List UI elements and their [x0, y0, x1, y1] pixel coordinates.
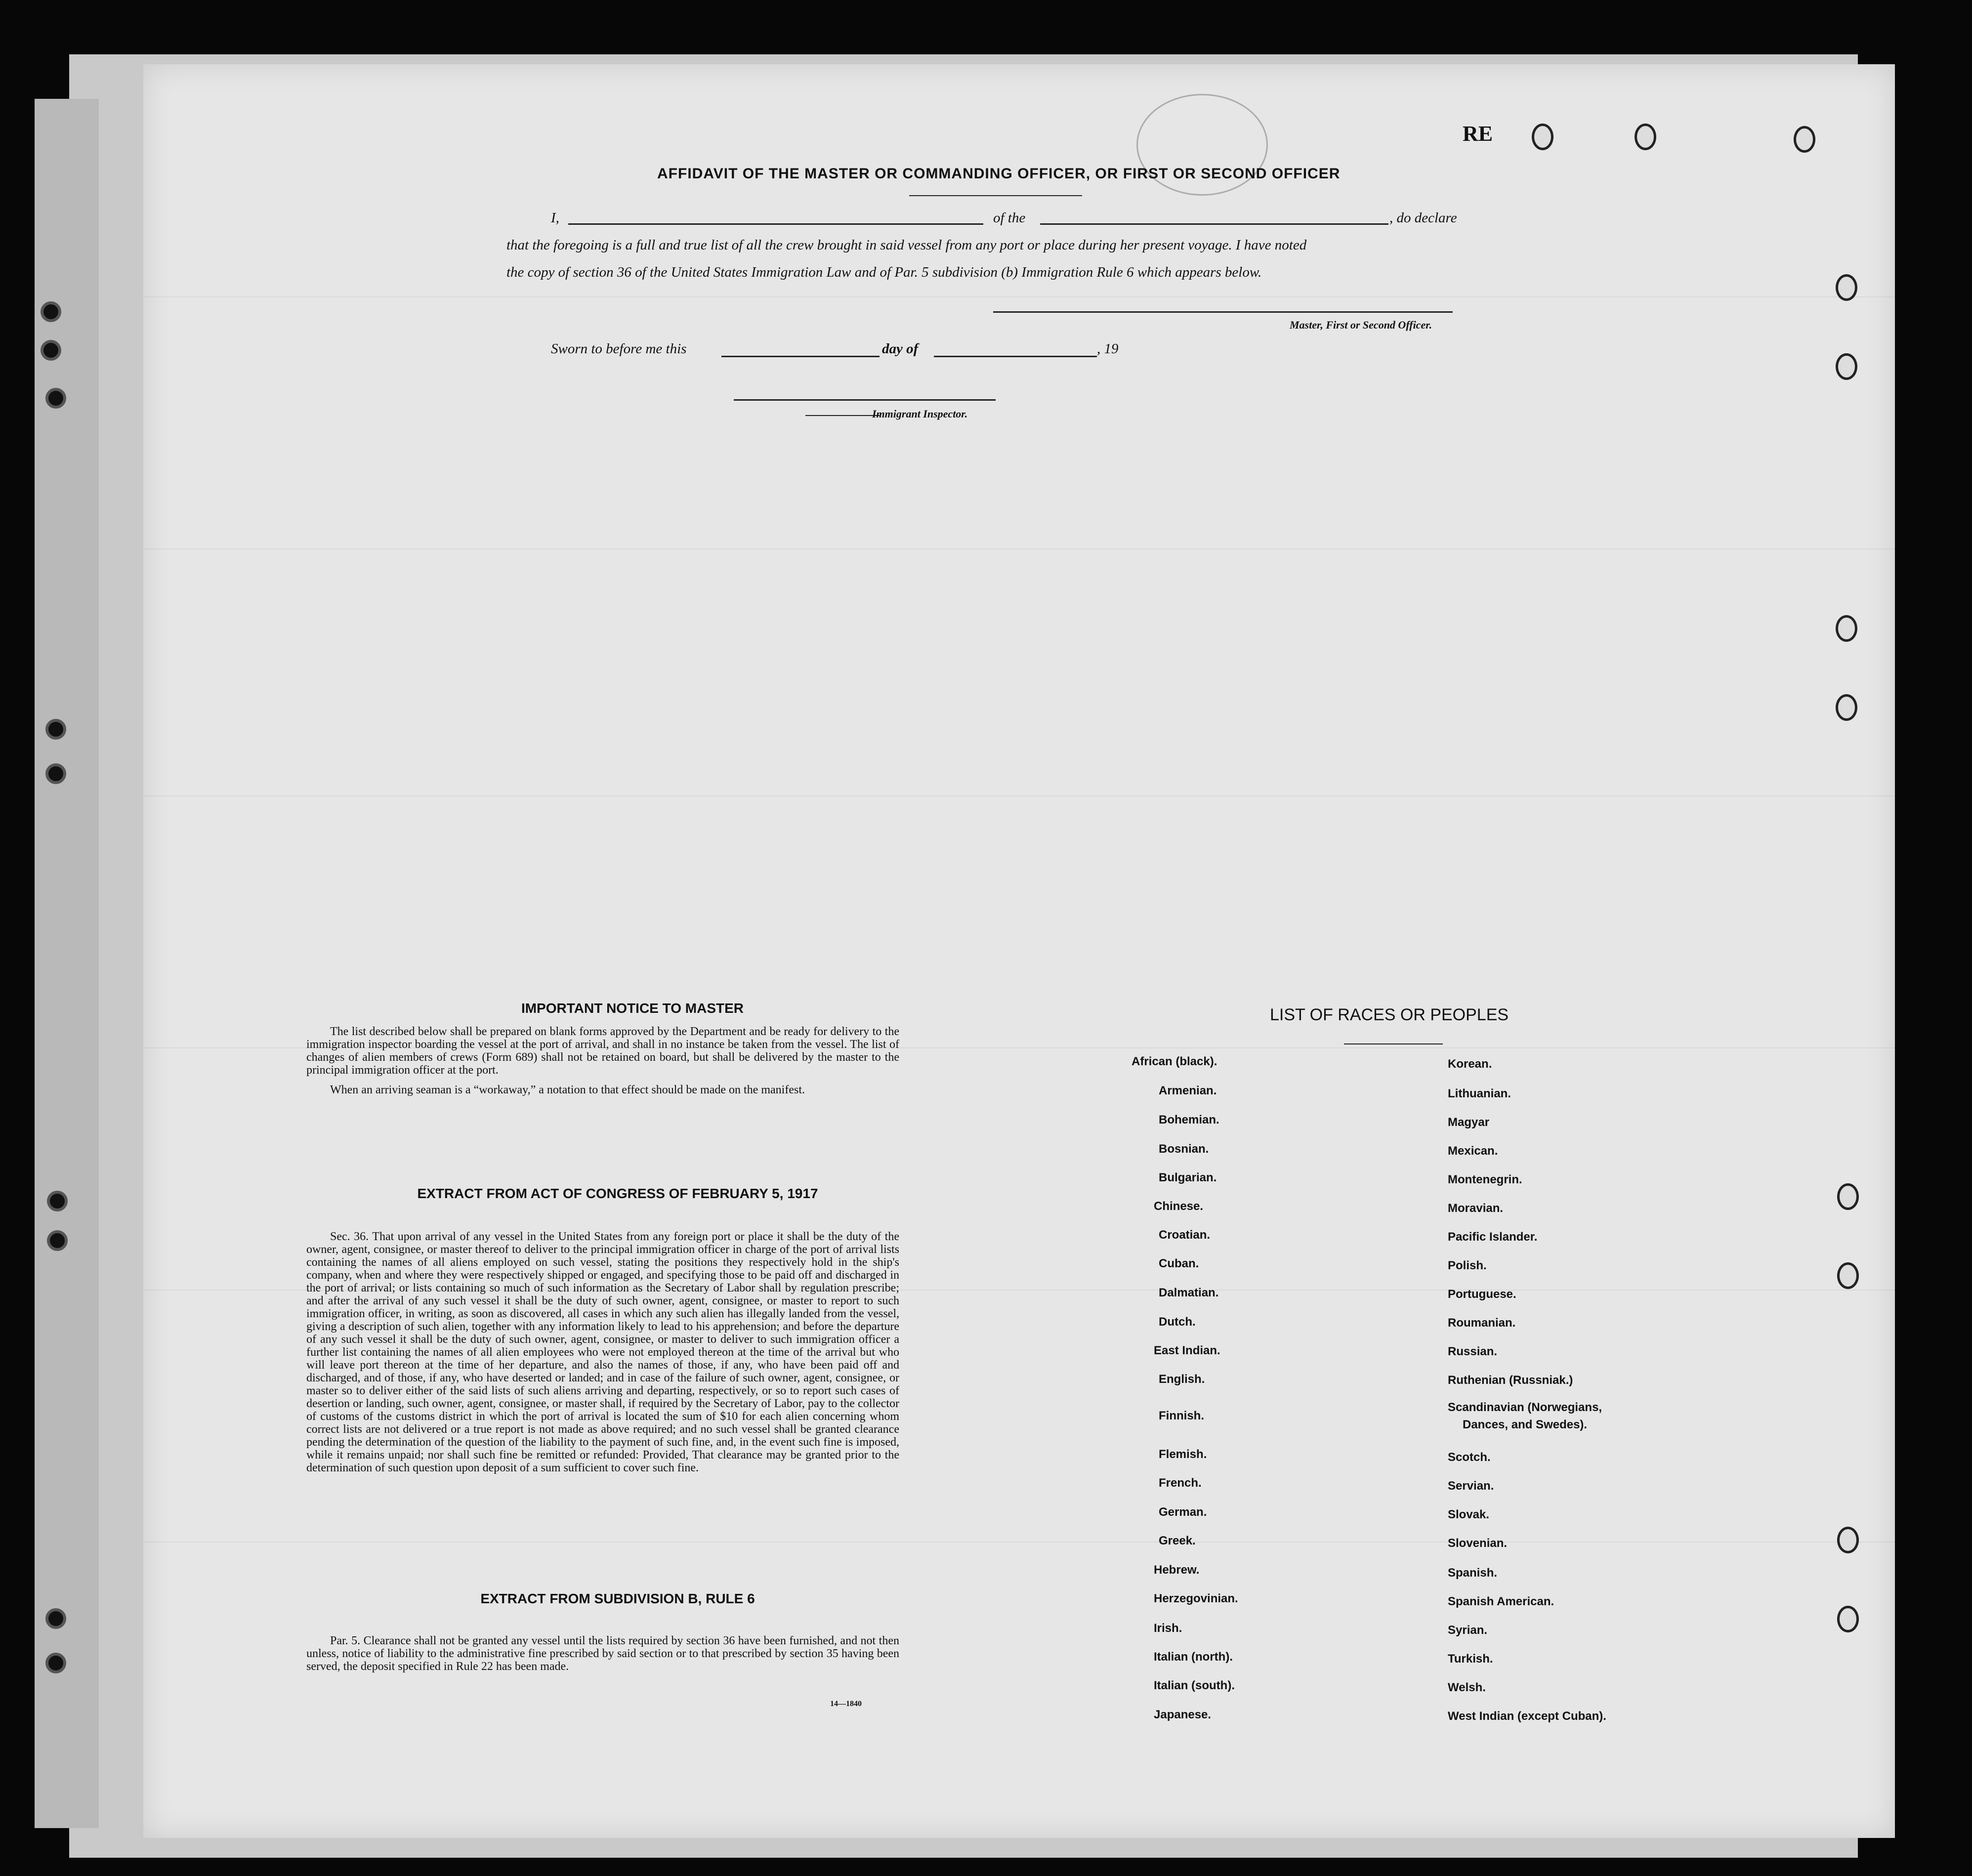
race-right-item: Russian.	[1448, 1345, 1498, 1358]
punch-hole-top-2	[1635, 124, 1656, 150]
race-right-item: Portuguese.	[1448, 1288, 1516, 1301]
race-right-item: Spanish American.	[1448, 1595, 1554, 1608]
rule-text: Par. 5. Clearance shall not be granted any vessel until the lists required by section 36 have been furnished, and not then unless, notice of liability to the administrative fine prescribed by said section or to that prescribed by section 35 having been served, the deposit specified in Rule 22 has been made.	[306, 1634, 899, 1673]
signature-line[interactable]	[993, 311, 1453, 313]
rule-title: EXTRACT FROM SUBDIVISION B, RULE 6	[480, 1591, 755, 1606]
race-left-item: Bosnian.	[1159, 1142, 1209, 1156]
punch-hole-right-6	[1837, 1262, 1859, 1289]
race-left-item: Dalmatian.	[1159, 1286, 1219, 1299]
race-left-item: Chinese.	[1154, 1200, 1204, 1213]
sworn-year: , 19	[1097, 341, 1119, 357]
race-right-item: Moravian.	[1448, 1202, 1504, 1215]
race-right-item: Welsh.	[1448, 1681, 1486, 1694]
punch-hole-right-3	[1836, 615, 1857, 642]
race-left-item: Hebrew.	[1154, 1563, 1200, 1577]
race-right-item: Korean.	[1448, 1057, 1492, 1071]
race-right-item: Syrian.	[1448, 1624, 1488, 1637]
form-page	[143, 64, 1895, 1838]
race-right-item: Slovenian.	[1448, 1537, 1508, 1550]
inspector-line[interactable]	[734, 399, 996, 401]
rule-body	[306, 1634, 899, 1673]
vessel-blank[interactable]	[1040, 223, 1388, 225]
race-right-item: Spanish.	[1448, 1566, 1498, 1580]
race-right-item: Dances, and Swedes).	[1463, 1418, 1588, 1431]
race-left-item: Armenian.	[1159, 1084, 1217, 1097]
notice-para-1: The list described below shall be prepared on blank forms approved by the Department and be ready for delivery to the immigration inspector boarding the vessel at the port of arrival, and shall in no instance be taken from the vessel. The list of changes of alien members of crews (Form 689) shall not be retained on board, but shall be delivered by the master to the principal immigration officer at the port.	[306, 1025, 899, 1077]
race-right-item: Slovak.	[1448, 1508, 1490, 1521]
punch-hole-top-1	[1532, 124, 1553, 150]
form-code: 14—1840	[830, 1700, 862, 1708]
race-right-item: Turkish.	[1448, 1652, 1493, 1666]
inspector-label: Immigrant Inspector.	[872, 408, 968, 420]
signature-label: Master, First or Second Officer.	[1290, 319, 1432, 331]
race-left-item: German.	[1159, 1505, 1207, 1519]
sworn-month-blank[interactable]	[934, 356, 1097, 357]
punch-hole-right-4	[1836, 694, 1857, 721]
punch-hole-right-7	[1837, 1527, 1859, 1553]
race-left-item: Finnish.	[1159, 1409, 1204, 1422]
race-left-item: Herzegovinian.	[1154, 1592, 1238, 1605]
sworn-prefix: Sworn to before me this	[551, 341, 687, 357]
act-text: Sec. 36. That upon arrival of any vessel in the United States from any foreign port or place it shall be the duty of the owner, agent, consignee, or master thereof to deliver to the principal immigration officer in charge of the port of arrival lists containing the names of all aliens employed on such vessel, stating the positions they respectively hold in the ship's company, when and where they were respectively shipped or engaged, and specifying those to be paid off and discharged in the port of arrival; or lists containing so much of such information as the Secretary of Labor shall by regulation prescribe; and after the arrival of any such vessel it shall be the duty of such owner, agent, consignee, or master to report to such immigration officer, in writing, as soon as discovered, all cases in which any such alien has illegally landed from the vessel, giving a description of such alien, together with any information likely to lead to his apprehension; and before the departure of any such vessel it shall be the duty of such owner, agent, consignee, or master to deliver to such immigration officer a further list containing the names of all alien employees who were not employed thereon at the time of the arrival but who will leave port thereon at the time of her departure, and also the names of those, if any, who have been paid off and discharged, and of those, if any, who have deserted or landed; and in case of the failure of such owner, agent, consignee, or master so to deliver either of the said lists of such aliens arriving and departing, respectively, or so to report such cases of desertion or landing, such owner, agent, consignee, or master shall, if required by the Secretary of Labor, pay to the collector of customs of the customs district in which the port of arrival is located the sum of $10 for each alien concerning whom correct lists are not delivered or a true report is not made as above required; and no such vessel shall be granted clearance pending the determination of the question of the liability to the payment of such fine, and, in the event such fine is imposed, while it remains unpaid; nor shall such fine be remitted or refunded: Provided, That clearance may be granted prior to the determination of such question upon deposit of a sum sufficient to cover such fine.	[306, 1230, 899, 1474]
race-left-item: Italian (south).	[1154, 1679, 1235, 1692]
race-left-item: Croatian.	[1159, 1228, 1211, 1242]
act-body	[306, 1230, 899, 1474]
sworn-day-blank[interactable]	[721, 356, 880, 357]
binder-hole-9	[45, 1653, 66, 1673]
affidavit-i: I,	[551, 210, 559, 226]
race-left-item: English.	[1159, 1373, 1205, 1386]
corner-mark: RE	[1463, 122, 1493, 146]
affidavit-line2: that the foregoing is a full and true list of all the crew brought in said vessel from any port or place during her present voyage. I have noted	[506, 237, 1307, 253]
race-right-item: Magyar	[1448, 1116, 1490, 1129]
punch-hole-top-3	[1794, 126, 1815, 153]
sworn-day-of: day of	[882, 341, 919, 357]
punch-hole-right-5	[1837, 1183, 1859, 1210]
binder-hole-2	[41, 340, 61, 361]
race-left-item: Bohemian.	[1159, 1113, 1219, 1126]
race-left-item: French.	[1159, 1476, 1202, 1490]
affidavit-of-the: of the	[993, 210, 1026, 226]
race-left-item: Dutch.	[1159, 1315, 1196, 1329]
race-right-item: Montenegrin.	[1448, 1173, 1522, 1186]
binder-hole-3	[45, 388, 66, 409]
race-right-item: Ruthenian (Russniak.)	[1448, 1374, 1573, 1387]
race-right-item: Scotch.	[1448, 1451, 1491, 1464]
race-right-item: West Indian (except Cuban).	[1448, 1709, 1606, 1723]
race-left-item: Bulgarian.	[1159, 1171, 1217, 1184]
race-right-item: Scandinavian (Norwegians,	[1448, 1401, 1602, 1414]
affidavit-declare: , do declare	[1389, 210, 1457, 226]
notice-title: IMPORTANT NOTICE TO MASTER	[521, 1001, 744, 1016]
race-left-item: African (black).	[1132, 1055, 1217, 1068]
notice-body	[306, 1025, 899, 1096]
race-left-item: Cuban.	[1159, 1257, 1199, 1270]
races-title: LIST OF RACES OR PEOPLES	[1270, 1005, 1509, 1024]
race-left-item: Italian (north).	[1154, 1650, 1233, 1664]
binder-hole-1	[41, 301, 61, 322]
race-right-item: Roumanian.	[1448, 1316, 1516, 1330]
race-left-item: East Indian.	[1154, 1344, 1220, 1357]
punch-hole-right-1	[1836, 274, 1857, 301]
race-right-item: Pacific Islander.	[1448, 1230, 1538, 1244]
binder-hole-8	[45, 1608, 66, 1629]
race-right-item: Mexican.	[1448, 1144, 1498, 1158]
act-title: EXTRACT FROM ACT OF CONGRESS OF FEBRUARY 5, 1917	[417, 1186, 818, 1201]
name-blank[interactable]	[568, 223, 983, 225]
race-right-item: Polish.	[1448, 1259, 1487, 1272]
notice-para-2: When an arriving seaman is a “workaway,” a notation to that effect should be made on the manifest.	[330, 1084, 805, 1096]
binder-hole-6	[47, 1191, 68, 1211]
affidavit-title: AFFIDAVIT OF THE MASTER OR COMMANDING OFFICER, OR FIRST OR SECOND OFFICER	[657, 166, 1341, 182]
binder-hole-7	[47, 1230, 68, 1251]
race-left-item: Greek.	[1159, 1534, 1196, 1547]
race-right-item: Servian.	[1448, 1479, 1494, 1493]
binder-hole-4	[45, 719, 66, 740]
race-right-item: Lithuanian.	[1448, 1087, 1511, 1100]
binder-hole-5	[45, 763, 66, 784]
punch-hole-right-2	[1836, 353, 1857, 380]
race-left-item: Irish.	[1154, 1622, 1182, 1635]
race-left-item: Flemish.	[1159, 1448, 1207, 1461]
affidavit-line3: the copy of section 36 of the United States Immigration Law and of Par. 5 subdivision (b) Immigration Rule 6 which appears below.	[506, 264, 1262, 280]
race-left-item: Japanese.	[1154, 1708, 1212, 1721]
punch-hole-right-8	[1837, 1606, 1859, 1632]
